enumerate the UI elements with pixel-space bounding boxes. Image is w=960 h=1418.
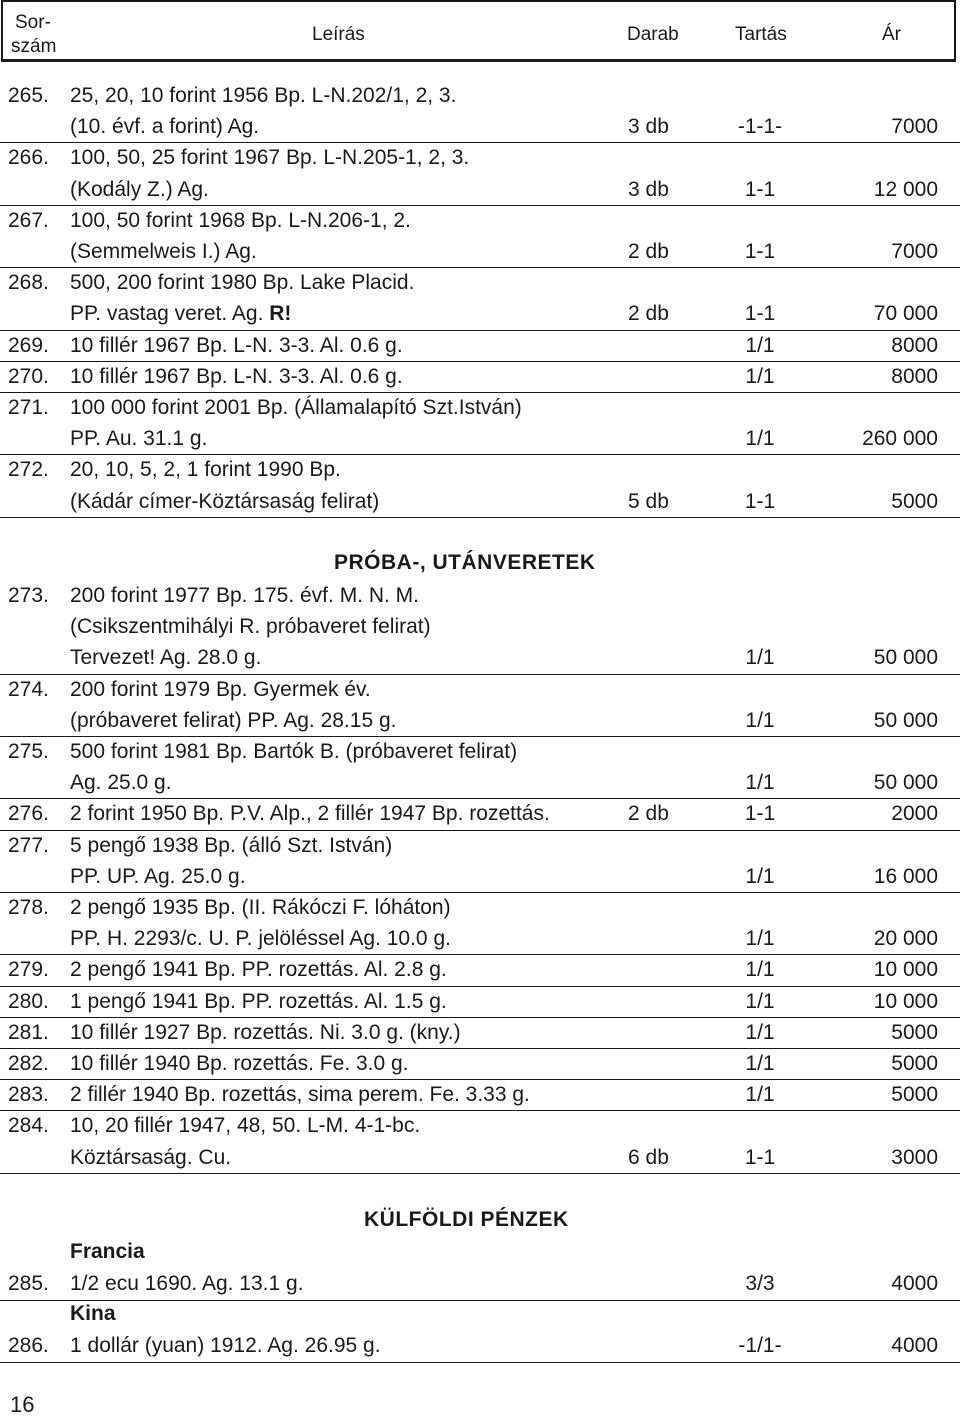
item-number: 280. <box>8 989 49 1013</box>
item-description: 1/2 ecu 1690. Ag. 13.1 g. <box>70 1272 304 1295</box>
item-description-text: 100, 50, 25 forint 1967 Bp. L-N.205-1, 2, 3. <box>70 146 470 170</box>
header-tartas: Tartás <box>735 24 787 45</box>
item-tartas: 3/3 <box>745 1272 775 1295</box>
header-ar: Ár <box>882 24 901 45</box>
item-number: 269. <box>8 333 49 357</box>
item-tartas: 1/1 <box>745 333 775 357</box>
item-description-text: 10 fillér 1927 Bp. rozettás. Ni. 3.0 g. (kny.) <box>70 1020 461 1044</box>
item-description <box>70 236 257 267</box>
item-tartas: 1/1 <box>745 771 775 795</box>
item-number: 277. <box>8 833 49 857</box>
item-description-text: 2 fillér 1940 Bp. rozettás, sima perem. Fe. 3.33 g. <box>70 1083 530 1107</box>
item-description <box>70 80 456 111</box>
item-description <box>70 1142 231 1173</box>
item-price: 50 000 <box>873 708 938 732</box>
item-price: 5000 <box>891 1020 938 1044</box>
item-description-text: 10 fillér 1967 Bp. L-N. 3-3. Al. 0.6 g. <box>70 364 403 388</box>
item-description-text: (Csikszentmihályi R. próbaveret felirat) <box>70 615 431 639</box>
item-number: 282. <box>8 1052 49 1075</box>
item-tartas: 1/1 <box>745 864 775 888</box>
item-tartas: 1-1 <box>744 802 776 826</box>
item-price: 260 000 <box>862 427 938 451</box>
item-price: 5000 <box>891 489 938 513</box>
item-tartas: 1/1 <box>745 989 775 1013</box>
item-description <box>70 861 246 892</box>
item-description <box>70 674 371 705</box>
item-description-text: PP. UP. Ag. 25.0 g. <box>70 864 246 888</box>
item-description-text: (Kodály Z.) Ag. <box>70 177 209 201</box>
item-quantity: 5 db <box>628 489 669 513</box>
item-description-text: 10 fillér 1940 Bp. rozettás. Fe. 3.0 g. <box>70 1052 409 1075</box>
item-tartas: 1-1 <box>744 302 776 326</box>
table-row <box>0 267 960 330</box>
item-description <box>70 361 403 392</box>
table-row <box>0 1110 960 1173</box>
item-description-text: Tervezet! Ag. 28.0 g. <box>70 646 262 670</box>
item-tartas: 1/1 <box>745 1083 775 1107</box>
table-row <box>0 205 960 268</box>
table-row <box>0 80 960 143</box>
item-description-text: PP. H. 2293/c. U. P. jelöléssel Ag. 10.0 g. <box>70 927 451 951</box>
item-description: 1 dollár (yuan) 1912. Ag. 26.95 g. <box>70 1334 381 1357</box>
item-description <box>70 830 392 861</box>
item-description-text: (Kádár címer-Köztársaság felirat) <box>70 489 380 513</box>
item-price: 20 000 <box>873 927 938 951</box>
page-number: 16 <box>10 1392 35 1417</box>
table-row <box>0 674 960 737</box>
item-description-text: 100 000 forint 2001 Bp. (Államalapító Szt.István) <box>70 396 522 419</box>
item-quantity: 2 db <box>628 302 669 326</box>
item-description-text: 1 pengő 1941 Bp. PP. rozettás. Al. 1.5 g. <box>70 989 447 1013</box>
item-quantity: 6 db <box>628 1145 669 1169</box>
header-leiras: Leírás <box>312 24 365 45</box>
item-description <box>70 174 209 205</box>
table-row <box>0 1048 960 1080</box>
item-tartas: 1-1 <box>744 177 776 201</box>
item-number: 285. <box>8 1272 49 1295</box>
item-description-text: 25, 20, 10 forint 1956 Bp. L-N.202/1, 2, 3. <box>70 84 457 107</box>
item-tartas: 1-1 <box>744 489 776 513</box>
item-description <box>70 611 431 642</box>
item-price: 70 000 <box>873 302 938 326</box>
item-tartas: 1/1 <box>745 646 775 670</box>
table-row <box>0 986 960 1018</box>
item-price: 50 000 <box>873 646 938 670</box>
table-row <box>0 330 960 362</box>
item-number: 272. <box>8 458 49 482</box>
item-price: 50 000 <box>873 771 938 795</box>
item-quantity: 2 db <box>628 239 669 263</box>
table-row <box>0 142 960 205</box>
header-sorszam-1: Sor- <box>15 12 51 33</box>
item-tartas: -1-1- <box>737 115 783 139</box>
item-number: 273. <box>8 584 49 607</box>
item-number: 268. <box>8 271 49 295</box>
item-description-text: 200 forint 1977 Bp. 175. évf. M. N. M. <box>70 584 420 607</box>
item-quantity: 3 db <box>628 115 669 139</box>
item-price: 10 000 <box>873 958 938 982</box>
item-price: 3000 <box>891 1145 938 1169</box>
item-number: 265. <box>8 84 49 107</box>
item-description <box>70 142 469 173</box>
item-description-text: PP. Au. 31.1 g. <box>70 427 208 451</box>
item-price: 5000 <box>891 1052 938 1075</box>
item-description-text: (próbaveret felirat) PP. Ag. 28.15 g. <box>70 708 397 732</box>
item-quantity: 2 db <box>628 802 669 826</box>
item-tartas: 1/1 <box>745 1052 775 1075</box>
item-description <box>70 486 379 517</box>
item-description <box>70 642 261 673</box>
header-sorszam-2: szám <box>11 36 57 57</box>
item-number: 270. <box>8 364 49 388</box>
item-tartas: 1/1 <box>745 927 775 951</box>
item-quantity: 3 db <box>628 177 669 201</box>
country-label-kina: Kina <box>70 1302 116 1325</box>
header-darab: Darab <box>627 24 679 45</box>
item-number: 278. <box>8 896 49 919</box>
item-description <box>70 1079 530 1110</box>
item-description <box>70 205 411 236</box>
item-description <box>70 392 522 423</box>
item-description-text: 2 forint 1950 Bp. P.V. Alp., 2 fillér 1947 Bp. rozettás. <box>70 802 550 826</box>
table-row <box>0 1079 960 1111</box>
item-description-text: (10. évf. a forint) Ag. <box>70 115 260 139</box>
item-description-text: 200 forint 1979 Bp. Gyermek év. <box>70 677 371 701</box>
item-number: 284. <box>8 1114 49 1138</box>
item-description <box>70 954 447 985</box>
table-row <box>0 736 960 799</box>
section-title-kulfoldi: KÜLFÖLDI PÉNZEK <box>364 1208 569 1231</box>
table-row <box>0 1268 960 1301</box>
item-tartas: 1-1 <box>744 1145 776 1169</box>
item-price: 8000 <box>891 364 938 388</box>
item-number: 275. <box>8 740 49 763</box>
item-price: 2000 <box>891 802 938 826</box>
item-price: 16 000 <box>873 864 938 888</box>
item-description-text: 100, 50 forint 1968 Bp. L-N.206-1, 2. <box>70 208 411 232</box>
section-title-proba: PRÓBA-, UTÁNVERETEK <box>334 551 596 574</box>
item-number: 283. <box>8 1083 49 1107</box>
item-description-text: 2 pengő 1941 Bp. PP. rozettás. Al. 2.8 g. <box>70 958 447 982</box>
item-description <box>70 330 403 361</box>
item-price: 4000 <box>891 1334 938 1357</box>
item-description-text: 2 pengő 1935 Bp. (II. Rákóczi F. lóháton) <box>70 896 451 919</box>
item-price: 7000 <box>891 239 938 263</box>
item-tartas: -1/1- <box>738 1334 782 1357</box>
item-description-text: Köztársaság. Cu. <box>70 1145 232 1169</box>
table-row <box>0 580 960 675</box>
item-description-text: Ag. 25.0 g. <box>70 771 172 795</box>
item-description-text: 500, 200 forint 1980 Bp. Lake Placid. <box>70 271 415 295</box>
item-description <box>70 1017 461 1048</box>
item-price: 8000 <box>891 333 938 357</box>
table-header <box>1 0 956 62</box>
item-description <box>70 454 341 485</box>
item-price: 12 000 <box>873 177 938 201</box>
item-tartas: 1/1 <box>745 427 775 451</box>
item-tartas: 1/1 <box>745 1020 775 1044</box>
item-number: 279. <box>8 958 49 982</box>
item-description <box>70 298 291 329</box>
table-row <box>0 954 960 986</box>
rarity-mark: R! <box>263 302 292 326</box>
item-number: 266. <box>8 146 49 170</box>
item-description <box>70 1048 409 1079</box>
table-row <box>0 830 960 893</box>
item-description <box>70 798 550 829</box>
table-row <box>0 892 960 955</box>
table-row <box>0 798 960 830</box>
item-description <box>70 767 172 798</box>
item-tartas: 1/1 <box>745 364 775 388</box>
item-description <box>70 111 259 142</box>
item-description <box>70 923 451 954</box>
table-row <box>0 361 960 393</box>
item-description <box>70 736 517 767</box>
item-number: 271. <box>8 396 49 419</box>
item-description <box>70 267 414 298</box>
item-description-text: 20, 10, 5, 2, 1 forint 1990 Bp. <box>70 458 341 482</box>
item-description <box>70 1110 420 1141</box>
item-number: 276. <box>8 802 49 826</box>
item-number: 274. <box>8 677 49 701</box>
item-description-text: 500 forint 1981 Bp. Bartók B. (próbaveret felirat) <box>70 740 518 763</box>
table-row <box>0 1330 960 1363</box>
item-description-text: 5 pengő 1938 Bp. (álló Szt. István) <box>70 833 393 857</box>
item-description-text: 10 fillér 1967 Bp. L-N. 3-3. Al. 0.6 g. <box>70 333 403 357</box>
item-tartas: 1/1 <box>745 708 775 732</box>
item-description-text: PP. vastag veret. Ag. <box>70 302 264 326</box>
item-description-text: (Semmelweis I.) Ag. <box>70 239 257 263</box>
item-description <box>70 986 447 1017</box>
item-price: 7000 <box>891 115 938 139</box>
table-row <box>0 1017 960 1049</box>
table-row <box>0 392 960 455</box>
item-price: 5000 <box>891 1083 938 1107</box>
item-description <box>70 705 396 736</box>
item-price: 10 000 <box>873 989 938 1013</box>
item-description <box>70 580 419 611</box>
item-description <box>70 423 207 454</box>
item-tartas: 1/1 <box>745 958 775 982</box>
item-number: 267. <box>8 208 49 232</box>
country-label-francia: Francia <box>70 1240 145 1263</box>
item-number: 281. <box>8 1020 49 1044</box>
item-description <box>70 892 451 923</box>
item-tartas: 1-1 <box>744 239 776 263</box>
item-price: 4000 <box>891 1272 938 1295</box>
item-number: 286. <box>8 1334 49 1357</box>
item-description-text: 10, 20 fillér 1947, 48, 50. L-M. 4-1-bc. <box>70 1114 421 1138</box>
table-row <box>0 454 960 517</box>
